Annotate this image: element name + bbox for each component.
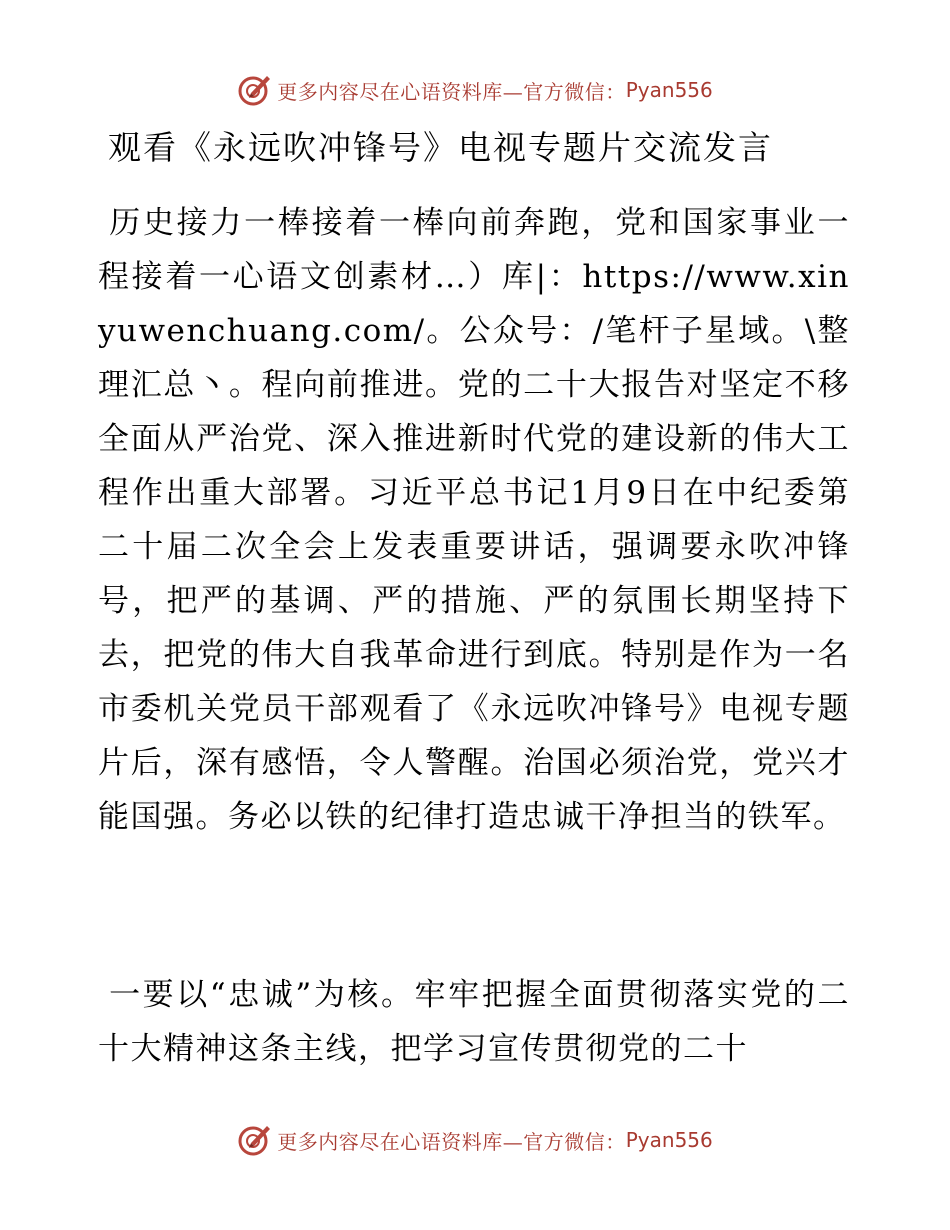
paragraph-text: 历史接力一棒接着一棒向前奔跑，党和国家事业一程接着一心语文创素材…）库|：https://www.xinyuwenchuang.com/。公众号：/笔杆子星域。\整理汇总丶。程向前推进。党的二十大报告对坚定不移全面从严治党、深入推进新时代党的建设新的伟大工程作出重大部署。习近平总书记1月9日在中纪委第二十届二次全会上发表重要讲话，强调要永吹冲锋号，把严的基调、严的措施、严的氛围长期坚持下去，把党的伟大自我革命进行到底。特别是作为一名市委机关党员干部观看了《永远吹冲锋号》电视专题片后，深有感悟，令人警醒。治国必须治党，党兴才能国强。务必以铁的纪律打造忠诚干净担当的铁军。 xyxy=(98,205,850,835)
pen-logo-icon xyxy=(237,72,273,108)
footer-banner xyxy=(0,1120,950,1160)
header-banner xyxy=(0,70,950,110)
paragraph xyxy=(98,196,850,844)
paragraph xyxy=(98,968,850,1076)
wechat-id: Pyan556 xyxy=(625,78,713,102)
document-title: 观看《永远吹冲锋号》电视专题片交流发言 xyxy=(108,128,773,167)
wechat-id: Pyan556 xyxy=(625,1128,713,1152)
pen-logo-icon xyxy=(237,1122,273,1158)
paragraph-text: 一要以“忠诚”为核。牢牢把握全面贯彻落实党的二十大精神这条主线，把学习宣传贯彻党的二十 xyxy=(98,977,850,1067)
banner-text: 更多内容尽在心语资料库—官方微信： xyxy=(277,79,626,104)
banner-text: 更多内容尽在心语资料库—官方微信： xyxy=(277,1129,626,1154)
